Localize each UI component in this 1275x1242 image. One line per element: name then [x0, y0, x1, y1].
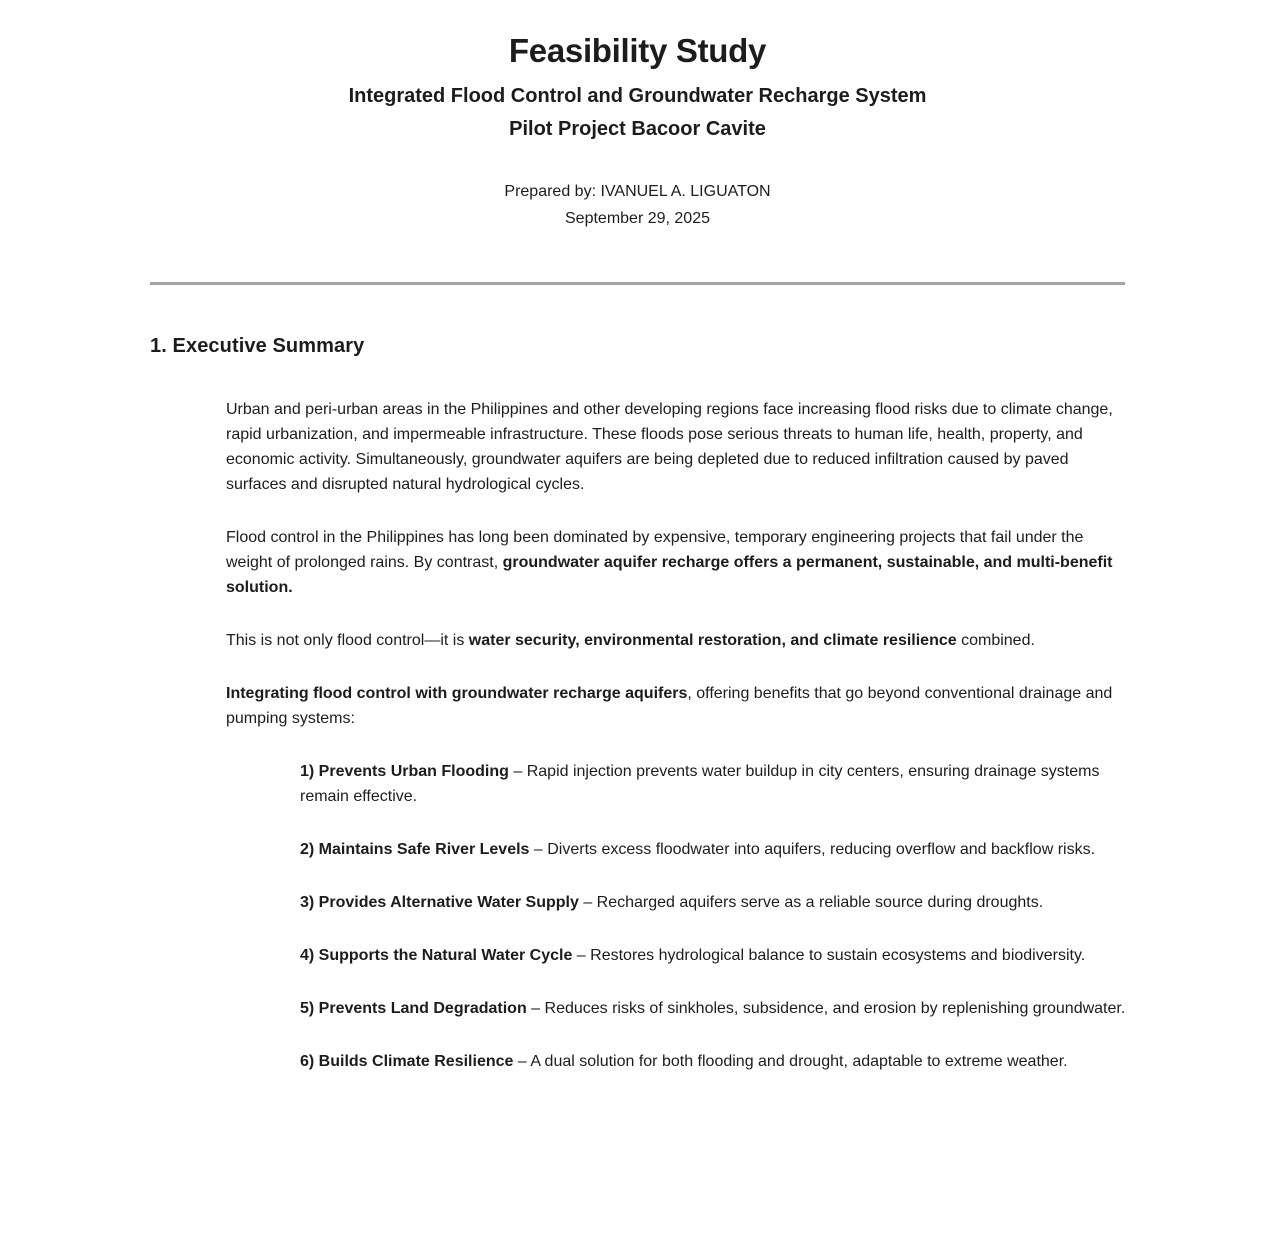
- benefit-description: – Reduces risks of sinkholes, subsidence, and erosion by replenishing groundwater.: [526, 1000, 1126, 1017]
- paragraph-urban-flood-risks: [226, 397, 1125, 497]
- paragraph-text: combined.: [956, 632, 1035, 649]
- benefit-item-prevents-urban-flooding: [300, 759, 1128, 809]
- benefit-label: 5) Prevents Land Degradation: [300, 1000, 527, 1017]
- benefit-label: 6) Builds Climate Resilience: [300, 1053, 514, 1070]
- benefit-description: – Recharged aquifers serve as a reliable source during droughts.: [578, 894, 1044, 911]
- benefit-label: 2) Maintains Safe River Levels: [300, 841, 530, 858]
- benefit-description: – Restores hydrological balance to sustain ecosystems and biodiversity.: [572, 947, 1086, 964]
- paragraph-bold-text: groundwater aquifer recharge offers a permanent, sustainable, and multi-benefit solution.: [226, 554, 1113, 596]
- doc-title: Feasibility Study: [508, 32, 767, 69]
- paragraph-bold-text: Integrating flood control with groundwater recharge aquifers: [226, 685, 688, 702]
- benefit-item-natural-water-cycle: [300, 943, 1128, 968]
- paragraph-text: Flood control in the Philippines has long been dominated by expensive, temporary engineering projects that fail under the weight of prolonged rains. By contrast,: [226, 529, 1084, 571]
- section-divider: [150, 282, 1125, 285]
- doc-date: September 29, 2025: [565, 210, 710, 227]
- benefit-label: 4) Supports the Natural Water Cycle: [300, 947, 573, 964]
- paragraph-integrating-benefits: [226, 681, 1125, 731]
- benefit-item-maintains-safe-river-levels: [300, 837, 1128, 862]
- prepared-by-line: Prepared by: IVANUEL A. LIGUATON: [504, 183, 771, 200]
- doc-subtitle-system: Integrated Flood Control and Groundwater Recharge System: [348, 85, 927, 107]
- doc-subtitle-project: Pilot Project Bacoor Cavite: [509, 118, 766, 140]
- benefit-item-builds-climate-resilience: [300, 1049, 1128, 1074]
- benefit-item-alternative-water-supply: [300, 890, 1128, 915]
- benefit-description: – Diverts excess floodwater into aquifers, reducing overflow and backflow risks.: [529, 841, 1096, 858]
- benefit-description: – Rapid injection prevents water buildup in city centers, ensuring drainage systems remain effective.: [300, 763, 1100, 805]
- section-heading-executive-summary: 1. Executive Summary: [150, 335, 365, 357]
- paragraph-text: , offering benefits that go beyond conventional drainage and pumping systems:: [226, 685, 1113, 727]
- benefit-label: 1) Prevents Urban Flooding: [300, 763, 509, 780]
- paragraph-text: This is not only flood control—it is: [226, 632, 469, 649]
- benefit-label: 3) Provides Alternative Water Supply: [300, 894, 579, 911]
- paragraph-not-only-flood-control: [226, 628, 1125, 653]
- paragraph-text: Urban and peri-urban areas in the Philippines and other developing regions face increasing flood risks due to climate change, rapid urbanization, and impermeable infrastructure. These floods pose serious threats to human life, health, property, and economic activity. Simultaneously, groundwater aquifers are being depleted due to reduced infiltration caused by paved surfaces and disrupted natural hydrological cycles.: [226, 401, 1113, 493]
- benefit-description: – A dual solution for both flooding and drought, adaptable to extreme weather.: [513, 1053, 1068, 1070]
- benefit-item-prevents-land-degradation: [300, 996, 1128, 1021]
- paragraph-bold-text: water security, environmental restoration, and climate resilience: [468, 632, 957, 649]
- paragraph-flood-control-contrast: [226, 525, 1125, 600]
